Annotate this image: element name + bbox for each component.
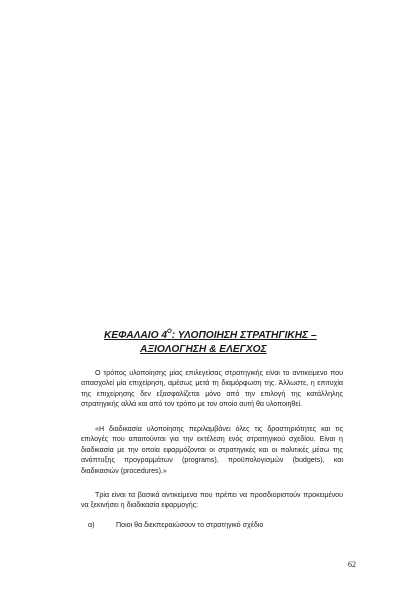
body-paragraph-2-quote: «Η διαδικασία υλοποίησης περιλαμβάνει όλες τις δραστηριότητες και τις επιλογές που απαιτούνται για την εκτέλεση ενός στρατηγικού σχεδίου. Είναι η διαδικασία με την οποία εφαρμόζονται οι στρατηγικές και οι πολιτικές μέσω της ανάπτυξης προγραμμάτων (programs), προϋπολογισμών (budgets), και διαδικασιών (procedures).»	[81, 425, 343, 475]
list-item-marker: α)	[88, 521, 95, 529]
body-paragraph-1: Ο τρόπος υλοποίησης μίας επιλεγείσας στρατηγικής είναι το αντικείμενο που απασχολεί μία επιχείρηση, αμέσως μετά τη διαμόρφωση της. Άλλωστε, η επιτυχία της επιχείρησης δεν εξασφαλίζεται μόνο από την επιλογή της κατάλληλης στρατηγικής αλλά και από τον τρόπο με τον οποίο αυτή θα υλοποιηθεί.	[81, 369, 343, 409]
chapter-title-rest: : ΥΛΟΠΟΙΗΣΗ ΣΤΡΑΤΗΓΙΚΗΣ –	[171, 330, 317, 341]
chapter-title-prefix: ΚΕΦΑΛΑΙΟ 4	[104, 330, 168, 341]
list-item	[88, 520, 343, 530]
body-paragraph-3: Τρία είναι τα βασικά αντικείμενα που πρέπει να προσδιοριστούν προκειμένου να ξεκινήσει η διαδικασία εφαρμογής:	[81, 491, 343, 510]
chapter-number-superscript: Ο	[167, 329, 172, 335]
chapter-title	[104, 329, 364, 357]
page-number: 62	[348, 560, 356, 569]
list-item-text: Ποιοι θα διεκπεραιώσουν το στρατηγικό σχέδιο	[116, 521, 264, 529]
chapter-title-line2: ΑΞΙΟΛΟΓΗΣΗ & ΕΛΕΓΧΟΣ	[140, 344, 267, 355]
